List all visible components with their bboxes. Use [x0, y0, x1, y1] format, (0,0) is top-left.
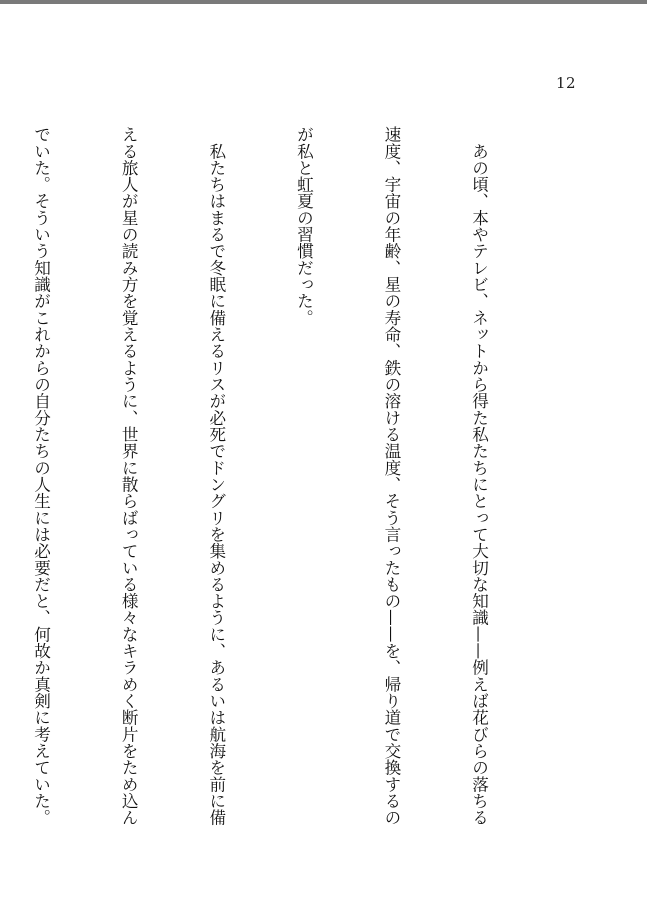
body-text — [0, 126, 552, 826]
text-line: える旅人が星の読み方を覚えるように、世界に散らばっている様々なキラめく断片をため込ん — [119, 126, 139, 826]
top-border — [0, 0, 647, 4]
text-line: あの頃、本やテレビ、ネットから得た私たちにとって大切な知識——例えば花びらの落ちる — [469, 126, 489, 826]
text-line: でいた。そういう知識がこれからの自分たちの人生には必要だと、何故か真剣に考えていた。 — [31, 126, 51, 826]
text-line: 私たちはまるで冬眠に備えるリスが必死でドングリを集めるように、あるいは航海を前に備 — [206, 126, 226, 826]
text-line: 速度、宇宙の年齢、星の寿命、鉄の溶ける温度、そう言ったもの——を、帰り道で交換するの — [381, 126, 401, 826]
page-number: 12 — [556, 74, 577, 92]
text-line: が私と虹夏の習慣だった。 — [294, 126, 314, 326]
